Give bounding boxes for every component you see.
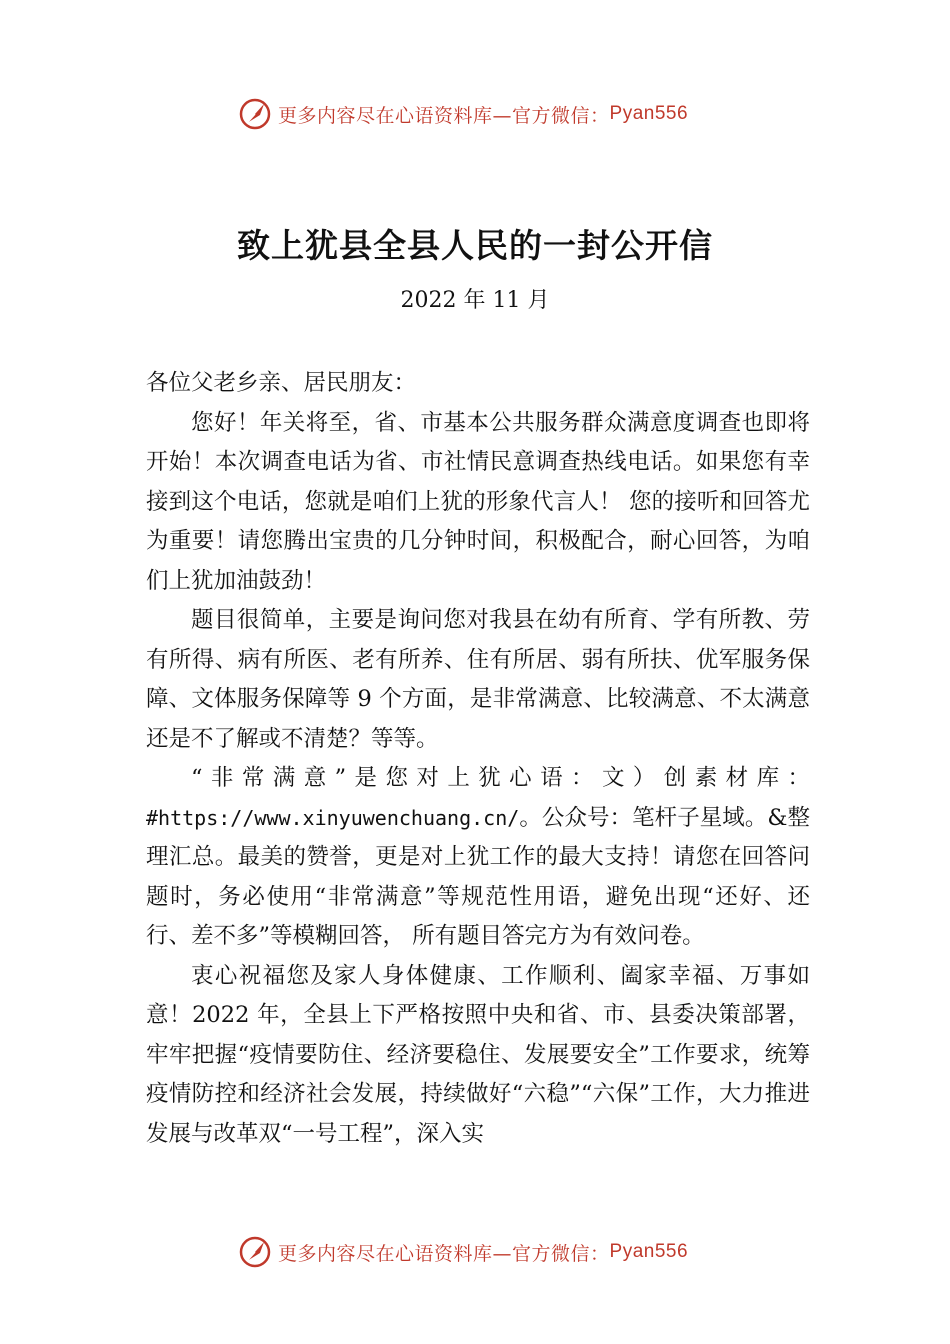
letter-date: 2022 年 11 月	[400, 288, 550, 313]
letter-title: 致上犹县全县人民的一封公开信	[237, 226, 713, 265]
watermark-text: 更多内容尽在心语资料库—官方微信：	[278, 104, 610, 127]
quill-logo-icon	[238, 1235, 272, 1269]
paragraph-2: 题目很简单，主要是询问您对我县在幼有所育、学有所教、劳有所得、病有所医、老有所养、住有所居、弱有所扶、优军服务保障、文体服务保障等 9 个方面，是非常满意、比较满意、不太满意还是不了解或不清楚？等等。	[146, 607, 810, 752]
paragraph-3	[146, 759, 810, 957]
paragraph-1: 您好！年关将至，省、市基本公共服务群众满意度调查也即将开始！本次调查电话为省、市社情民意调查热线电话。如果您有幸接到这个电话，您就是咱们上犹的形象代言人！ 您的接听和回答尤为重要！请您腾出宝贵的几分钟时间，积极配合，耐心回答，为咱们上犹加油鼓劲！	[146, 409, 810, 594]
quill-logo-icon	[238, 97, 272, 131]
paragraph-4: 衷心祝福您及家人身体健康、工作顺利、阖家幸福、万事如意！2022 年，全县上下严格按照中央和省、市、县委决策部署，牢牢把握“疫情要防住、经济要稳住、发展要安全”工作要求，统筹疫情防控和经济社会发展，持续做好“六稳”“六保”工作，大力推进发展与改革双“一号工程”，深入实	[146, 962, 810, 1147]
watermark-wechat-id: Pyan556	[609, 1241, 689, 1262]
letter-body	[146, 364, 810, 1154]
watermark-wechat-id: Pyan556	[609, 103, 689, 124]
watermark-text: 更多内容尽在心语资料库—官方微信：	[278, 1242, 610, 1265]
paragraph-3-rest: 。公众号：笔杆子星域。&整理汇总。最美的赞誉，更是对上犹工作的最大支持！请您在回答问题时，务必使用“非常满意”等规范性用语，避免出现“还好、还行、差不多”等模糊回答， 所有题目答完方为有效问卷。	[146, 804, 810, 949]
paragraph-3-lead: “非常满意”是您对上犹心语：文）创素材库：	[191, 765, 810, 791]
watermark-header	[238, 94, 688, 134]
salutation: 各位父老乡亲、居民朋友：	[146, 370, 417, 396]
website-url: #https://www.xinyuwenchuang.cn/	[146, 805, 520, 830]
watermark-footer	[238, 1232, 688, 1272]
